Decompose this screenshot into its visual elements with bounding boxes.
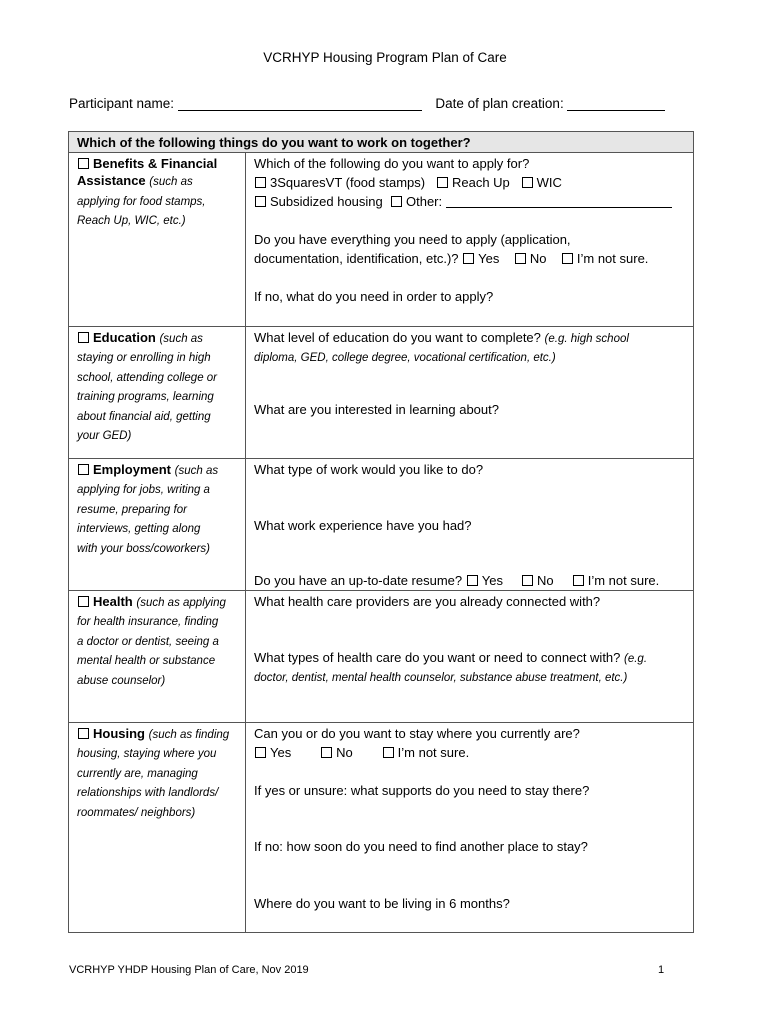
health-questions <box>246 591 693 722</box>
education-q2: What are you interested in learning about? <box>254 402 499 417</box>
option-subsidized-checkbox[interactable] <box>255 196 266 207</box>
employment-yes-label: Yes <box>481 573 503 588</box>
benefits-desc: (such as <box>149 176 193 189</box>
employment-desc-3: resume, preparing for <box>77 503 187 516</box>
employment-unsure-label: I’m not sure. <box>587 573 660 588</box>
health-checkbox[interactable] <box>78 596 89 607</box>
employment-checkbox[interactable] <box>78 464 89 475</box>
health-row <box>69 591 693 723</box>
housing-q2: If yes or unsure: what supports do you need to stay there? <box>254 783 590 798</box>
housing-yes-checkbox[interactable] <box>255 747 266 758</box>
benefits-options-2 <box>254 192 693 211</box>
housing-no-label: No <box>336 745 353 760</box>
employment-no-label: No <box>537 573 554 588</box>
employment-desc-4: interviews, getting along <box>77 523 201 536</box>
health-q2-text: What types of health care do you want or need to connect with? <box>254 650 621 665</box>
footer-text: VCRHYP YHDP Housing Plan of Care, Nov 2019 <box>69 964 309 976</box>
option-3squares-label: 3SquaresVT (food stamps) <box>270 175 426 190</box>
benefits-title-cont: Assistance <box>77 173 146 189</box>
housing-q3: If no: how soon do you need to find another place to stay? <box>254 839 588 854</box>
health-title: Health <box>93 594 133 609</box>
benefits-options-1 <box>254 173 693 192</box>
health-label-cell <box>69 591 246 722</box>
housing-desc-2: housing, staying where you <box>77 748 217 761</box>
benefits-label-cell <box>69 153 246 326</box>
employment-no-checkbox[interactable] <box>522 575 533 586</box>
education-desc-6: your GED) <box>77 430 132 443</box>
health-desc-1: (such as applying <box>136 597 226 609</box>
employment-yes-checkbox[interactable] <box>467 575 478 586</box>
housing-label-cell <box>69 723 246 932</box>
benefits-checkbox[interactable] <box>78 158 89 169</box>
plan-of-care-table <box>68 131 694 933</box>
housing-desc-5: roommates/ neighbors) <box>77 806 196 819</box>
benefits-yes-label: Yes <box>478 251 500 266</box>
benefits-no-label: No <box>529 251 547 266</box>
plan-date-label: Date of plan creation: <box>435 96 564 111</box>
benefits-q3: If no, what do you need in order to apply? <box>254 289 494 304</box>
benefits-title: Benefits & Financial <box>93 156 218 171</box>
education-desc-5: about financial aid, getting <box>77 410 211 423</box>
option-reachup-label: Reach Up <box>451 175 510 190</box>
benefits-yes-checkbox[interactable] <box>463 253 474 264</box>
participant-name-field[interactable] <box>178 96 422 111</box>
health-desc-5: abuse counselor) <box>77 674 166 687</box>
employment-q1: What type of work would you like to do? <box>254 462 484 477</box>
option-reachup-checkbox[interactable] <box>437 177 448 188</box>
education-checkbox[interactable] <box>78 332 89 343</box>
health-q2 <box>254 648 693 669</box>
health-desc-2: for health insurance, finding <box>77 616 219 629</box>
employment-label-cell <box>69 459 246 590</box>
employment-q3-text: Do you have an up-to-date resume? <box>254 573 463 588</box>
benefits-desc-2: applying for food stamps, <box>77 195 206 208</box>
employment-desc-5: with your boss/coworkers) <box>77 542 210 555</box>
employment-unsure-checkbox[interactable] <box>573 575 584 586</box>
benefits-unsure-label: I’m not sure. <box>576 251 649 266</box>
option-other-checkbox[interactable] <box>391 196 402 207</box>
benefits-q2: Do you have everything you need to apply (application, <box>254 232 571 247</box>
housing-q1: Can you or do you want to stay where you currently are? <box>254 726 580 741</box>
housing-questions <box>246 723 693 932</box>
benefits-no-checkbox[interactable] <box>515 253 526 264</box>
employment-row <box>69 459 693 591</box>
education-desc-2: staying or enrolling in high <box>77 352 211 365</box>
option-other-label: Other: <box>405 194 443 209</box>
housing-q1-answers <box>254 743 693 762</box>
benefits-unsure-checkbox[interactable] <box>562 253 573 264</box>
education-desc-4: training programs, learning <box>77 391 214 404</box>
education-desc-1: (such as <box>159 333 203 345</box>
option-wic-label: WIC <box>536 175 562 190</box>
education-q1-text: What level of education do you want to complete? <box>254 330 541 345</box>
housing-checkbox[interactable] <box>78 728 89 739</box>
housing-row <box>69 723 693 932</box>
benefits-desc-3: Reach Up, WIC, etc.) <box>77 215 186 228</box>
option-subsidized-label: Subsidized housing <box>270 194 383 209</box>
housing-title: Housing <box>93 726 145 741</box>
education-label-cell <box>69 327 246 458</box>
page-number: 1 <box>658 964 665 976</box>
health-desc-3: a doctor or dentist, seeing a <box>77 635 219 648</box>
employment-desc-1: (such as <box>174 465 219 477</box>
employment-title: Employment <box>93 462 172 477</box>
health-q2-hint: (e.g. <box>624 653 648 665</box>
housing-yes-label: Yes <box>270 745 292 760</box>
housing-no-checkbox[interactable] <box>321 747 332 758</box>
benefits-q2-answer <box>254 249 693 268</box>
employment-q2: What work experience have you had? <box>254 518 472 533</box>
health-q2-hint-2: doctor, dentist, mental health counselor, substance abuse treatment, etc.) <box>254 672 628 684</box>
employment-desc-2: applying for jobs, writing a <box>77 484 210 497</box>
participant-name-label: Participant name: <box>69 96 175 111</box>
benefits-row <box>69 153 693 327</box>
participant-info-line <box>69 96 665 111</box>
option-3squares-checkbox[interactable] <box>255 177 266 188</box>
housing-desc-4: relationships with landlords/ <box>77 787 219 800</box>
education-desc-3: school, attending college or <box>77 371 218 384</box>
plan-date-field[interactable] <box>567 96 665 111</box>
housing-q4: Where do you want to be living in 6 months? <box>254 896 510 911</box>
health-desc-4: mental health or substance <box>77 655 216 668</box>
education-row <box>69 327 693 459</box>
housing-unsure-checkbox[interactable] <box>383 747 394 758</box>
table-header: Which of the following things do you want to work on together? <box>69 132 693 153</box>
option-wic-checkbox[interactable] <box>522 177 533 188</box>
benefits-q1: Which of the following do you want to apply for? <box>254 156 530 171</box>
benefits-q2-cont: documentation, identification, etc.)? <box>254 251 459 266</box>
employment-questions <box>246 459 693 590</box>
education-q1-hint: (e.g. high school <box>544 333 629 345</box>
education-title: Education <box>93 330 156 345</box>
housing-unsure-label: I’m not sure. <box>397 745 470 760</box>
education-q1-hint-2: diploma, GED, college degree, vocational certification, etc.) <box>254 352 556 364</box>
education-questions <box>246 327 693 458</box>
document-title: VCRHYP Housing Program Plan of Care <box>263 50 507 65</box>
benefits-questions <box>246 153 693 326</box>
housing-desc-3: currently are, managing <box>77 767 198 780</box>
education-q1 <box>254 328 693 349</box>
health-q1: What health care providers are you already connected with? <box>254 594 601 609</box>
housing-desc-1: (such as finding <box>148 729 230 741</box>
employment-q3 <box>254 571 659 590</box>
option-other-field[interactable] <box>446 194 672 208</box>
